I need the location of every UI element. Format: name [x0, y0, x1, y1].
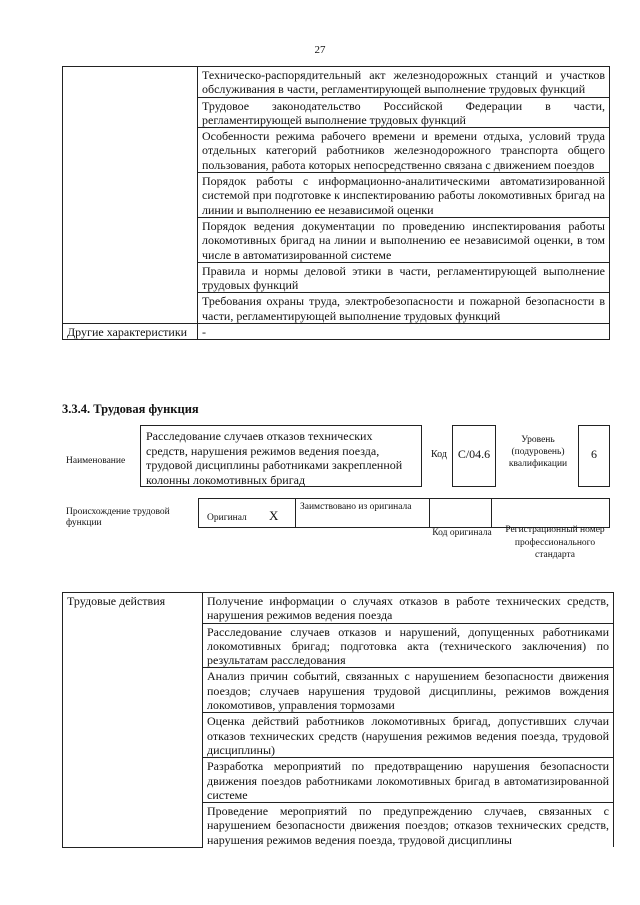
requirement-cell: Порядок работы с информационно-аналитическими автоматизированной системой при подготовке к инспектированию работы локомотивных бригад на линии и выполнению ее независимой оценки: [198, 173, 610, 218]
requirement-cell: Особенности режима рабочего времени и времени отдыха, условий труда отдельных категорий работников железнодорожного транспорта общего пользования, работа которых непосредственно связана с движением поездов: [198, 128, 610, 173]
borrowed-label: Заимствовано из оригинала: [300, 502, 412, 512]
labor-action-cell: Проведение мероприятий по предупреждению случаев, связанных с нарушением безопасности движения поездов; отказов технических средств, нарушения режимов ведения поезда, трудовой дисциплины: [203, 803, 614, 847]
registration-number-label: Регистрационный номер профессионального стандарта: [505, 525, 605, 560]
labor-action-cell: Получение информации о случаях отказов в работе технических средств, нарушения режимов ведения поезда: [203, 593, 614, 624]
requirement-cell: Техническо-распорядительный акт железнодорожных станций и участков обслуживания в части, регламентирующей выполнение трудовых функций: [198, 67, 610, 98]
knowledge-table: [62, 66, 610, 340]
requirement-cell: Требования охраны труда, электробезопасности и пожарной безопасности в части, регламентирующей выполнение трудовых функций: [198, 293, 610, 324]
original-label: Оригинал: [207, 513, 247, 523]
page-number: 27: [314, 44, 326, 56]
requirement-cell: Порядок ведения документации по проведению инспектирования работы локомотивных бригад на линии и выполнению ее независимой оценки, в том числе в автоматизированной системе: [198, 217, 610, 262]
code-value-box: С/04.6: [452, 425, 496, 487]
original-cell: [198, 498, 296, 528]
qualification-level-label: Уровень (подуровень) квалификации: [508, 435, 568, 469]
labor-actions-label: Трудовые действия: [63, 593, 203, 848]
original-mark: X: [269, 508, 279, 523]
labor-action-cell: Оценка действий работников локомотивных бригад, допустивших случаи отказов технических средств (нарушения режимов ведения поезда, трудовой дисциплины): [203, 713, 614, 758]
empty-label-cell: [63, 67, 198, 324]
labor-action-cell: Расследование случаев отказов и нарушений, допущенных работниками локомотивных бригад; подготовка акта (технического заключения) по результатам расследования: [203, 623, 614, 668]
origin-label: Происхождение трудовой функции: [66, 507, 170, 528]
labor-actions-table: [62, 592, 614, 848]
borrowed-cell: [295, 498, 430, 528]
other-characteristics-value: -: [198, 324, 610, 340]
code-label: Код: [431, 449, 447, 460]
page-bottom-cut: [62, 848, 614, 854]
section-title: 3.3.4. Трудовая функция: [62, 402, 199, 416]
function-name-box: Расследование случаев отказов технических средств, нарушения режимов ведения поезда, трудовой дисциплины работниками закрепленной колонны локомотивных бригад: [140, 425, 422, 487]
labor-action-cell: Разработка мероприятий по предотвращению нарушения безопасности движения поездов работниками локомотивных бригад в автоматизированной системе: [203, 758, 614, 803]
qualification-level-box: 6: [578, 425, 610, 487]
requirement-cell: Правила и нормы деловой этики в части, регламентирующей выполнение трудовых функций: [198, 262, 610, 293]
labor-action-cell: Анализ причин событий, связанных с нарушением безопасности движения поездов; случаев нарушения трудовой дисциплины, режимов вождения локомотивов, управления тормозами: [203, 668, 614, 713]
code-original-label: Код оригинала: [432, 528, 492, 538]
name-label: Наименование: [66, 456, 126, 466]
code-original-cell: [429, 498, 492, 528]
requirement-cell: Трудовое законодательство Российской Федерации в части, регламентирующей выполнение трудовых функций: [198, 97, 610, 128]
other-characteristics-label: Другие характеристики: [63, 324, 198, 340]
